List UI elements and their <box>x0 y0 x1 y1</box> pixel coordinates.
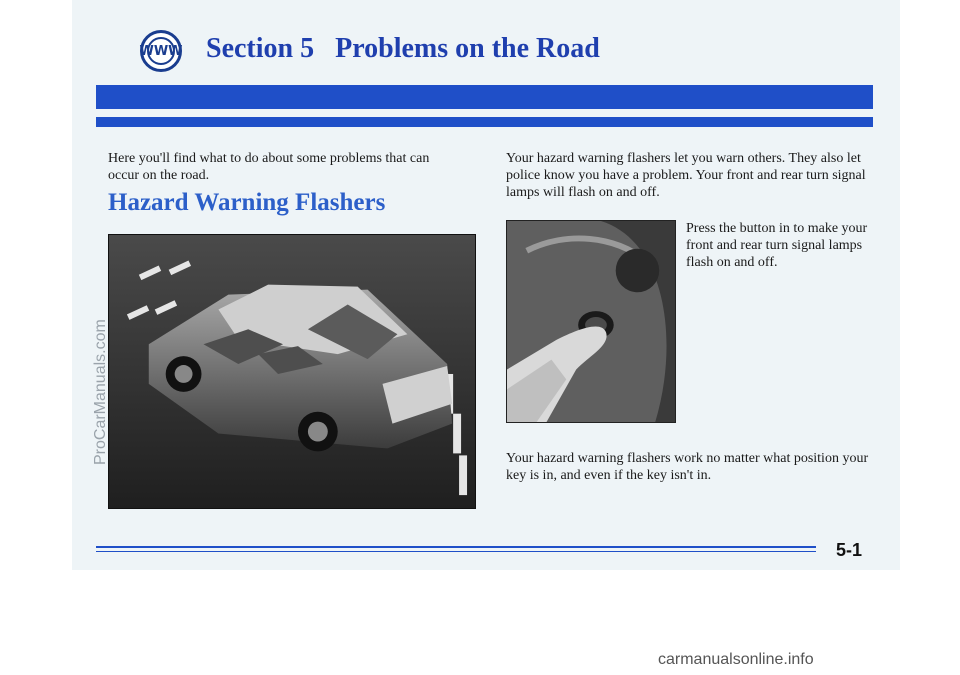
page-number: 5-1 <box>836 540 863 560</box>
bottom-watermark: carmanualsonline.info <box>658 651 814 668</box>
footer-rule <box>96 546 816 548</box>
side-watermark: ProCarManuals.com <box>92 319 109 465</box>
car-illustration <box>108 234 476 509</box>
key-position-text: Your hazard warning flashers work no matter what position your key is in, and even if the key isn't in. <box>506 451 869 483</box>
flashers-description: Your hazard warning flashers let you warn others. They also let police know you have a problem. Your front and rear turn signal lamps will flash on and off. <box>506 151 866 200</box>
section-label: Section 5 <box>206 33 315 64</box>
intro-paragraph: Here you'll find what to do about some problems that can occur on the road. <box>108 151 430 183</box>
footer-rule-thin <box>96 551 816 552</box>
header-band-thin <box>96 117 873 127</box>
header-band <box>96 85 873 109</box>
hazard-heading: Hazard Warning Flashers <box>108 189 386 216</box>
hazard-button-photo <box>506 220 676 423</box>
brand-emblem-icon <box>140 30 182 72</box>
section-name: Problems on the Road <box>335 33 600 64</box>
emblem-inner: WWW <box>147 37 175 65</box>
press-button-text: Press the button in to make your front and rear turn signal lamps flash on and off. <box>686 221 868 270</box>
section-title <box>206 33 600 65</box>
